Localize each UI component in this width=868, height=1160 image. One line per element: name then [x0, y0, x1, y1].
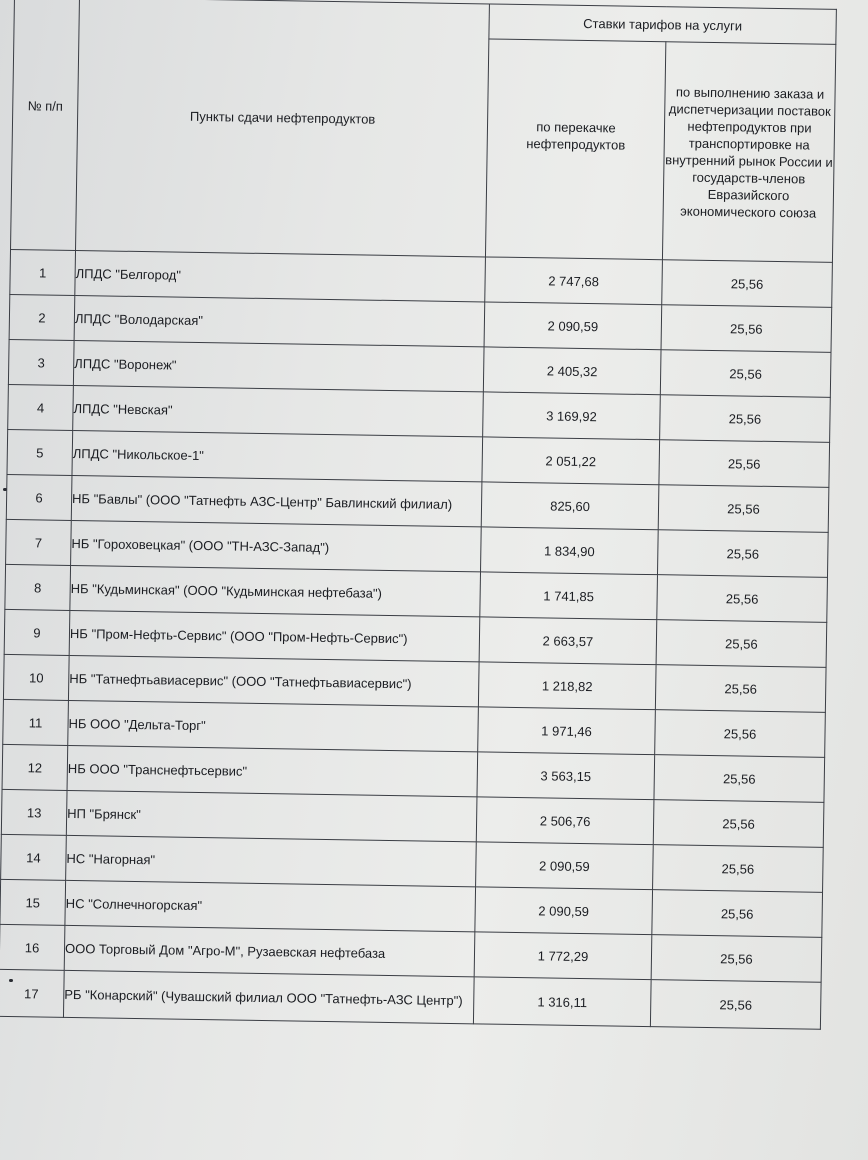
row-point-name: ЛПДС "Никольское-1": [72, 430, 483, 481]
row-point-name: НБ "Бавлы" (ООО "Татнефть АЗС-Центр" Бавлинский филиал): [71, 475, 482, 526]
row-pumping-rate: 2 663,57: [479, 617, 657, 665]
row-point-name: РБ "Конарский" (Чувашский филиал ООО "Татнефть-АЗС Центр"): [63, 970, 474, 1023]
row-point-name: НБ "Гороховецкая" (ООО "ТН-АЗС-Запад"): [71, 520, 482, 571]
row-dispatch-rate: 25,56: [657, 530, 828, 578]
row-pumping-rate: 1 834,90: [481, 527, 659, 575]
row-pumping-rate: 1 741,85: [480, 572, 658, 620]
header-dispatch: по выполнению заказа и диспетчеризации поставок нефтепродуктов при транспортировке на внутренний рынок России и государств-членов Евразийского экономического союза: [662, 42, 835, 262]
row-number: 9: [4, 609, 70, 655]
row-pumping-rate: 3 169,92: [483, 392, 661, 440]
row-point-name: НС "Нагорная": [66, 835, 477, 886]
row-dispatch-rate: 25,56: [653, 800, 824, 848]
table-header-row: [14, 0, 836, 45]
row-point-name: НБ "Кудьминская" (ООО "Кудьминская нефтебаза"): [70, 565, 481, 616]
row-dispatch-rate: 25,56: [652, 890, 823, 938]
row-point-name: ЛПДС "Невская": [73, 385, 484, 436]
row-dispatch-rate: 25,56: [662, 260, 833, 308]
row-dispatch-rate: 25,56: [654, 755, 825, 803]
row-pumping-rate: 2 747,68: [485, 257, 663, 305]
row-dispatch-rate: 25,56: [658, 485, 829, 533]
row-pumping-rate: 1 772,29: [474, 932, 652, 980]
row-number: 2: [9, 294, 75, 340]
row-dispatch-rate: 25,56: [657, 575, 828, 623]
header-pumping: по перекачке нефтепродуктов: [485, 39, 665, 259]
row-pumping-rate: 1 971,46: [478, 707, 656, 755]
header-tariff-group: Ставки тарифов на услуги: [489, 4, 837, 45]
row-point-name: ЛПДС "Володарская": [74, 295, 485, 346]
row-number: 16: [0, 924, 65, 970]
row-pumping-rate: 1 316,11: [473, 977, 651, 1027]
row-dispatch-rate: 25,56: [655, 710, 826, 758]
row-pumping-rate: 1 218,82: [478, 662, 656, 710]
row-number: 3: [8, 339, 74, 385]
row-dispatch-rate: 25,56: [661, 305, 832, 353]
row-dispatch-rate: 25,56: [659, 440, 830, 488]
row-dispatch-rate: 25,56: [653, 845, 824, 893]
row-number: 11: [3, 699, 69, 745]
row-point-name: НБ ООО "Дельта-Торг": [68, 700, 479, 751]
row-number: 4: [8, 384, 74, 430]
row-pumping-rate: 2 051,22: [482, 437, 660, 485]
row-number: 13: [1, 789, 67, 835]
row-dispatch-rate: 25,56: [656, 620, 827, 668]
row-number: 1: [10, 249, 76, 295]
row-dispatch-rate: 25,56: [660, 395, 831, 443]
row-number: 12: [2, 744, 68, 790]
row-number: 14: [1, 834, 67, 880]
row-point-name: ЛПДС "Белгород": [75, 250, 486, 301]
row-point-name: НБ ООО "Транснефтьсервис": [67, 745, 478, 796]
row-number: 17: [0, 969, 64, 1017]
row-number: 15: [0, 879, 66, 925]
row-dispatch-rate: 25,56: [651, 935, 822, 983]
row-number: 5: [7, 429, 73, 475]
header-number: № п/п: [11, 0, 80, 250]
row-dispatch-rate: 25,56: [650, 980, 821, 1030]
row-point-name: НС "Солнечногорская": [65, 880, 476, 931]
row-dispatch-rate: 25,56: [655, 665, 826, 713]
row-point-name: НБ "Татнефтьавиасервис" (ООО "Татнефтьавиасервис"): [68, 655, 479, 706]
row-pumping-rate: 2 090,59: [484, 302, 662, 350]
row-pumping-rate: 2 506,76: [476, 797, 654, 845]
row-point-name: ООО Торговый Дом "Агро-М", Рузаевская нефтебаза: [64, 925, 475, 976]
row-point-name: НП "Брянск": [66, 790, 477, 841]
row-point-name: ЛПДС "Воронеж": [73, 340, 484, 391]
row-point-name: НБ "Пром-Нефть-Сервис" (ООО "Пром-Нефть-Сервис"): [69, 610, 480, 661]
row-pumping-rate: 2 405,32: [483, 347, 661, 395]
row-number: 6: [6, 474, 72, 520]
row-pumping-rate: 825,60: [481, 482, 659, 530]
row-number: 10: [3, 654, 69, 700]
row-pumping-rate: 2 090,59: [475, 887, 653, 935]
row-pumping-rate: 3 563,15: [477, 752, 655, 800]
header-points: Пункты сдачи нефтепродуктов: [76, 0, 490, 257]
row-pumping-rate: 2 090,59: [476, 842, 654, 890]
row-number: 7: [6, 519, 72, 565]
row-dispatch-rate: 25,56: [660, 350, 831, 398]
row-number: 8: [5, 564, 71, 610]
